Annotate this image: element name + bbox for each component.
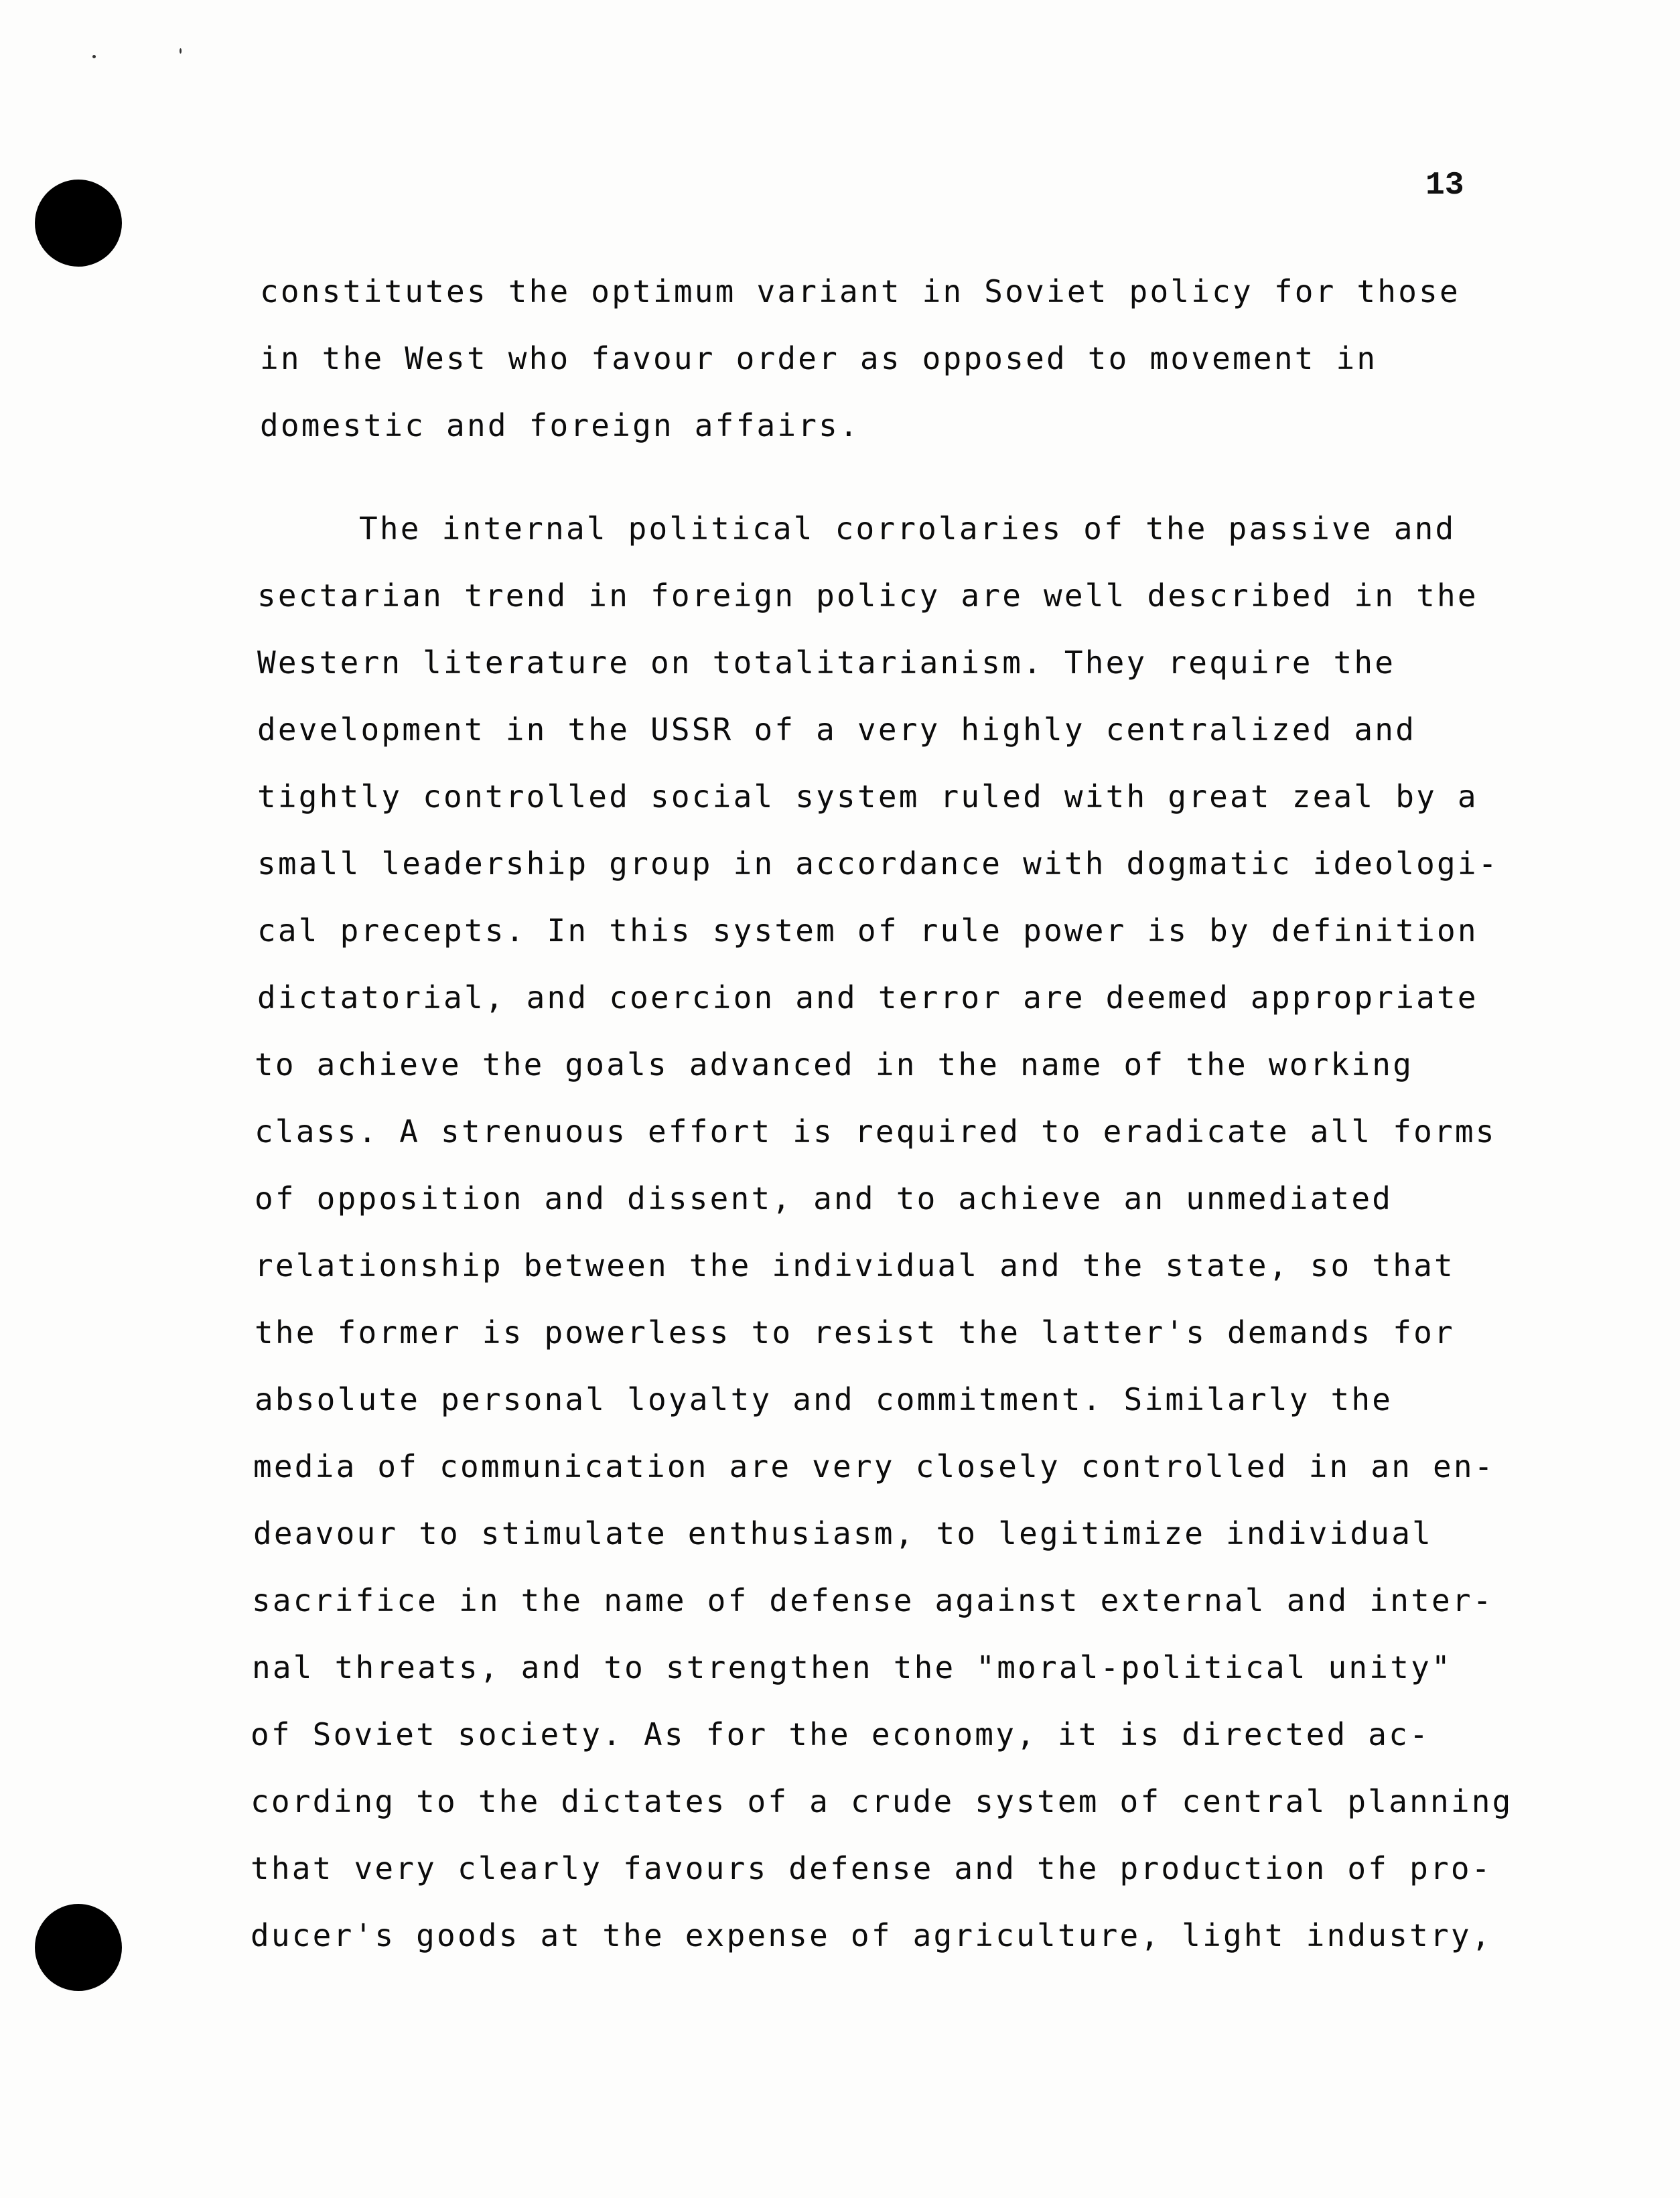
text-line: the former is powerless to resist the latter's demands for — [255, 1314, 1455, 1351]
text-line: to achieve the goals advanced in the name of the working — [255, 1046, 1414, 1083]
text-line: development in the USSR of a very highly centralized and — [257, 711, 1417, 748]
text-line: deavour to stimulate enthusiasm, to legitimize individual — [253, 1515, 1433, 1552]
text-line: constitutes the optimum variant in Soviet policy for those — [260, 273, 1460, 310]
text-line: domestic and foreign affairs. — [260, 407, 860, 443]
text-line: relationship between the individual and the state, so that — [255, 1247, 1455, 1284]
text-line: cording to the dictates of a crude system of central planning — [251, 1783, 1513, 1819]
text-line: that very clearly favours defense and the production of pro- — [251, 1850, 1492, 1886]
page-number: 13 — [1425, 167, 1464, 204]
text-line: small leadership group in accordance with dogmatic ideologi- — [257, 845, 1499, 882]
text-line: media of communication are very closely controlled in an en- — [253, 1448, 1495, 1485]
text-line: nal threats, and to strengthen the "moral-political unity" — [252, 1649, 1452, 1686]
text-line: in the West who favour order as opposed to movement in — [260, 340, 1378, 376]
text-line: dictatorial, and coercion and terror are deemed appropriate — [257, 979, 1478, 1016]
text-line: Western literature on totalitarianism. They require the — [257, 644, 1396, 681]
text-line: of opposition and dissent, and to achieve an unmediated — [255, 1180, 1393, 1217]
punch-hole-top — [35, 180, 122, 267]
scan-speck — [180, 48, 182, 54]
text-line: The internal political corrolaries of the passive and — [359, 510, 1456, 547]
punch-hole-bottom — [35, 1904, 122, 1991]
text-line: sacrifice in the name of defense against external and inter- — [252, 1582, 1494, 1619]
text-line: cal precepts. In this system of rule power is by definition — [257, 912, 1478, 949]
text-line: absolute personal loyalty and commitment. Similarly the — [255, 1381, 1393, 1418]
text-line: tightly controlled social system ruled with great zeal by a — [257, 778, 1478, 815]
text-line: of Soviet society. As for the economy, it is directed ac- — [251, 1716, 1430, 1753]
text-line: ducer's goods at the expense of agriculture, light industry, — [251, 1917, 1492, 1953]
text-line: class. A strenuous effort is required to eradicate all forms — [255, 1113, 1496, 1150]
scan-speck — [92, 55, 96, 58]
text-line: sectarian trend in foreign policy are well described in the — [257, 577, 1478, 614]
